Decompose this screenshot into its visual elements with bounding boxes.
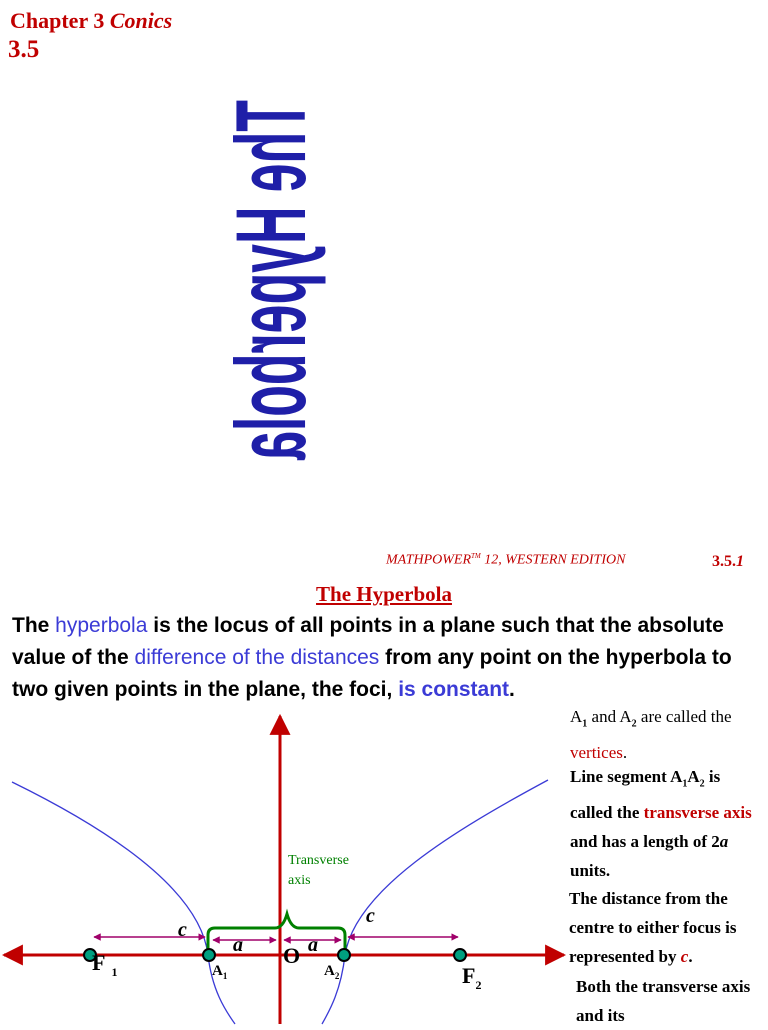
hyperbola-left-branch xyxy=(12,782,235,1024)
label-f2-letter: F xyxy=(462,963,476,988)
slide-number-suffix: 1 xyxy=(736,553,744,570)
subscript: 2 xyxy=(631,718,637,730)
transverse-axis-bracket xyxy=(208,914,345,955)
definition-part-1: The xyxy=(12,614,56,637)
term-hyperbola: hyperbola xyxy=(55,614,148,637)
note-text: units. xyxy=(570,861,611,881)
note-text: . xyxy=(688,947,693,966)
label-a2-sub: 2 xyxy=(334,971,340,981)
edition-label: 12, WESTERN EDITION xyxy=(480,552,626,568)
label-a-right: a xyxy=(308,934,318,956)
definition-part-4: . xyxy=(509,678,515,701)
slide-heading-text: The Hyperbola xyxy=(316,582,452,606)
note-text: and A xyxy=(587,707,632,726)
term-vertices: vertices xyxy=(570,743,623,763)
slide-heading xyxy=(0,582,768,607)
trademark-mark: TM xyxy=(471,552,481,560)
chapter-label: Chapter 3 xyxy=(10,8,105,33)
label-a1 xyxy=(212,963,228,981)
note-text: and has a length of 2 xyxy=(570,832,720,852)
transverse-label-line-1: Transverse xyxy=(288,853,349,868)
title-wordart-text: The Hyperbola xyxy=(214,100,327,545)
note-text: Line segment A xyxy=(570,767,683,786)
term-transverse-axis: transverse axis xyxy=(643,803,752,823)
note-text: The distance from the centre to either focus is represented by xyxy=(569,889,737,966)
note-text: are called the xyxy=(636,707,732,726)
label-a2 xyxy=(324,963,340,981)
label-origin: O xyxy=(283,943,301,968)
vertex-a1-point xyxy=(203,949,215,961)
note-focus-distance xyxy=(569,884,768,971)
mathpower-label: MATHPOWER xyxy=(386,552,472,568)
term-difference-of-distances: difference of the distances xyxy=(134,646,380,669)
chapter-heading xyxy=(10,8,172,34)
hyperbola-diagram xyxy=(0,700,568,1024)
definition-part-3: from any point on the hyperbola to two given points in the plane, the foci, xyxy=(12,646,732,701)
note-text: A xyxy=(687,767,700,786)
definition-paragraph xyxy=(12,610,762,706)
chapter-title: Conics xyxy=(109,8,173,33)
label-a1-letter: A xyxy=(212,963,223,979)
label-c-right: c xyxy=(366,905,375,927)
section-number: 3.5 xyxy=(8,36,40,63)
label-f1-letter: F xyxy=(92,950,106,975)
note-vertices xyxy=(570,702,760,767)
note-text: A xyxy=(570,707,583,726)
slide-number xyxy=(712,553,744,571)
textbook-reference xyxy=(386,552,625,569)
transverse-label-line-2: axis xyxy=(288,873,311,888)
slide-number-prefix: 3.5. xyxy=(712,553,736,570)
label-a2-letter: A xyxy=(324,963,335,979)
title-wordart xyxy=(214,55,540,545)
note-transverse-axis xyxy=(570,762,766,885)
subscript: 2 xyxy=(699,778,705,790)
subscript: 1 xyxy=(582,718,588,730)
note-text: is called the xyxy=(570,767,721,823)
label-c-left: c xyxy=(178,919,187,941)
label-f2 xyxy=(462,963,481,992)
label-f2-sub: 2 xyxy=(475,978,482,992)
vertex-a2-point xyxy=(338,949,350,961)
term-is-constant: is constant xyxy=(398,678,510,701)
label-a-left: a xyxy=(233,934,243,956)
label-a1-sub: 1 xyxy=(222,971,228,981)
variable-c: c xyxy=(680,947,689,966)
variable-a: a xyxy=(719,832,729,852)
note-text: Both the transverse axis and its xyxy=(576,977,751,1025)
subscript: 1 xyxy=(682,778,688,790)
hyperbola-right-branch xyxy=(322,780,548,1024)
note-text: . xyxy=(622,743,628,763)
label-f1-sub: 1 xyxy=(111,965,118,979)
note-both-axes xyxy=(576,972,766,1030)
definition-part-2: is the locus of all points in a plane such that the absolute value of the xyxy=(12,614,724,669)
focus-f2-point xyxy=(454,949,466,961)
